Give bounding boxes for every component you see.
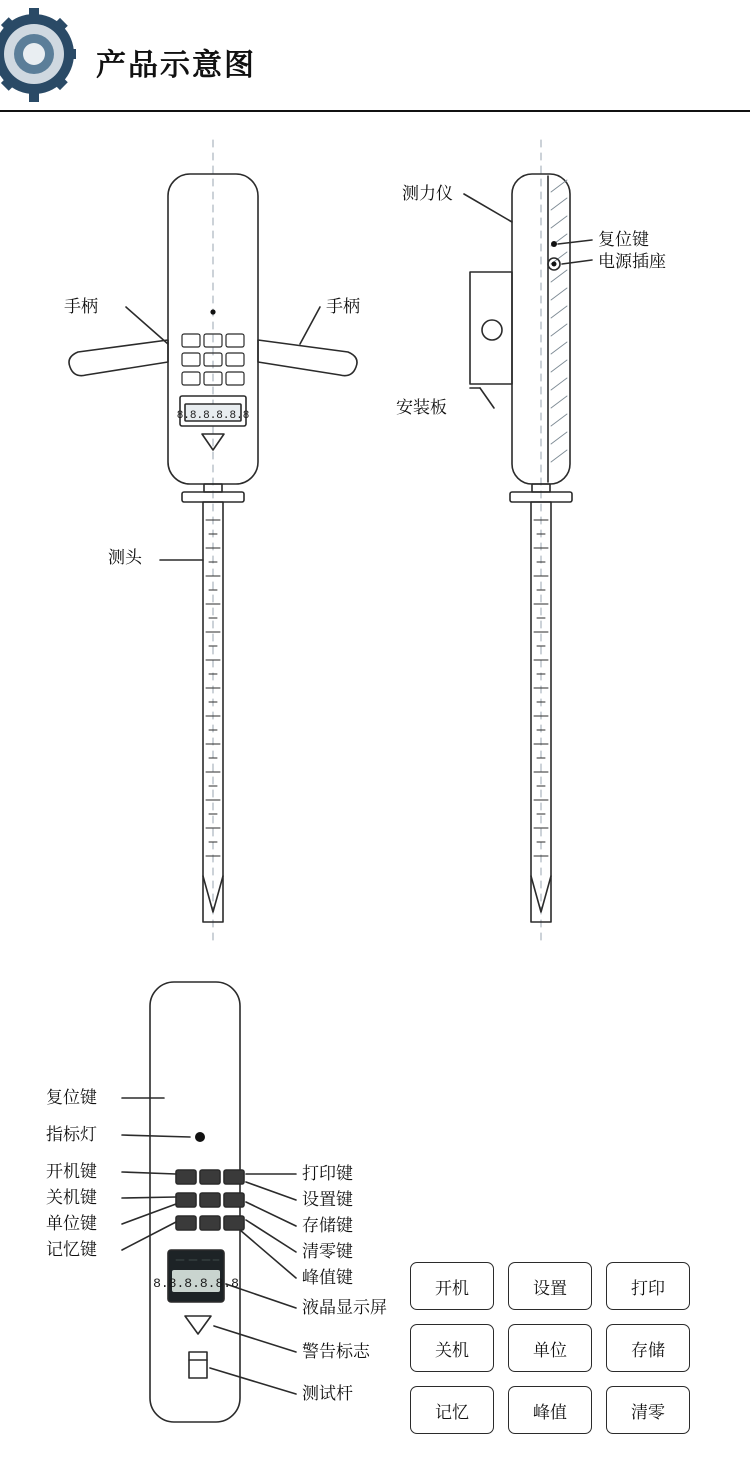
key-memory[interactable]: 记忆 — [410, 1386, 494, 1434]
svg-text:8.8.8.8.8.8: 8.8.8.8.8.8 — [153, 1276, 239, 1291]
label-handle-right: 手柄 — [326, 297, 360, 316]
diagram-svg — [0, 112, 750, 1458]
label-set-key: 设置键 — [302, 1190, 353, 1209]
label-peak-key: 峰值键 — [302, 1268, 353, 1287]
key-settings[interactable]: 设置 — [508, 1262, 592, 1310]
label-force-gauge: 测力仪 — [402, 184, 453, 203]
key-peak[interactable]: 峰值 — [508, 1386, 592, 1434]
product-diagram — [0, 112, 750, 1458]
label-mounting-plate: 安装板 — [396, 398, 447, 417]
page-header — [0, 0, 750, 112]
label-warning-mark: 警告标志 — [302, 1342, 370, 1361]
label-handle-left: 手柄 — [64, 297, 98, 316]
gear-icon — [0, 8, 96, 104]
label-print-key: 打印键 — [302, 1164, 353, 1183]
key-store[interactable]: 存储 — [606, 1324, 690, 1372]
label-indicator-light: 指标灯 — [46, 1125, 97, 1144]
key-power-off[interactable]: 关机 — [410, 1324, 494, 1372]
label-probe: 测头 — [108, 548, 142, 567]
label-reset-key-side: 复位键 — [598, 230, 649, 249]
key-print[interactable]: 打印 — [606, 1262, 690, 1310]
label-store-key: 存储键 — [302, 1216, 353, 1235]
key-power-on[interactable]: 开机 — [410, 1262, 494, 1310]
label-power-off-key: 关机键 — [46, 1188, 97, 1207]
key-zero[interactable]: 清零 — [606, 1386, 690, 1434]
svg-text:8.8.8.8.8.8: 8.8.8.8.8.8 — [176, 410, 250, 422]
label-power-socket: 电源插座 — [598, 252, 666, 271]
label-power-on-key: 开机键 — [46, 1162, 97, 1181]
label-reset-key: 复位键 — [46, 1088, 97, 1107]
page-title: 产品示意图 — [96, 49, 256, 82]
label-test-rod: 测试杆 — [302, 1384, 353, 1403]
label-lcd-display: 液晶显示屏 — [302, 1298, 387, 1317]
label-unit-key: 单位键 — [46, 1214, 97, 1233]
keypad-legend — [410, 1262, 690, 1434]
label-memory-key: 记忆键 — [46, 1240, 97, 1259]
key-unit[interactable]: 单位 — [508, 1324, 592, 1372]
label-zero-key: 清零键 — [302, 1242, 353, 1261]
